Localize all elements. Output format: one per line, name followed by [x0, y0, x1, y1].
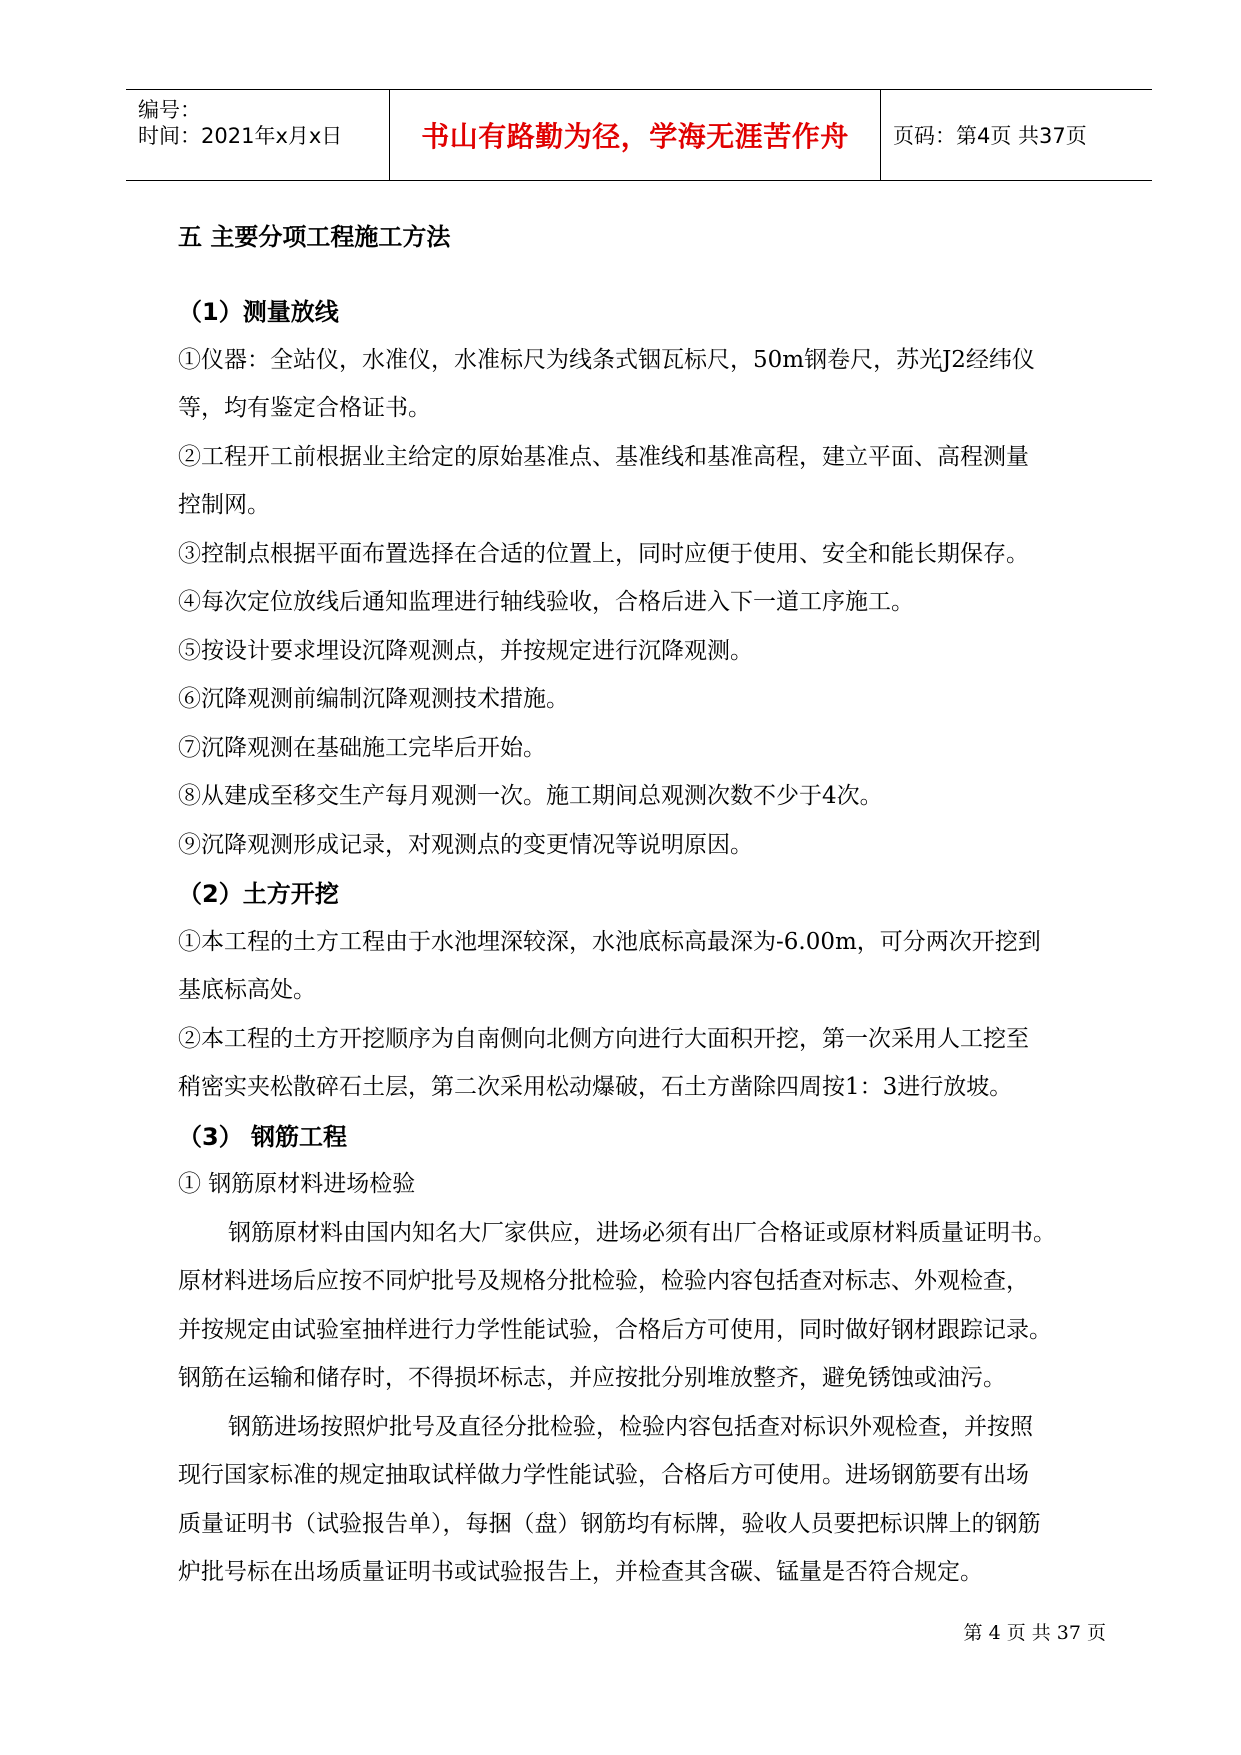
paragraph-line: ①仪器：全站仪，水准仪，水准标尺为线条式铟瓦标尺，50m钢卷尺，苏光J2经纬仪 [178, 347, 1035, 373]
paragraph-line: ⑥沉降观测前编制沉降观测技术措施。 [178, 686, 569, 712]
subsection-heading: （1）测量放线 [178, 298, 339, 326]
header-motto: 书山有路勤为径，学海无涯苦作舟 [421, 120, 849, 153]
subsection-heading: （2）土方开挖 [178, 880, 339, 908]
paragraph-line: ②本工程的土方开挖顺序为自南侧向北侧方向进行大面积开挖，第一次采用人工挖至 [178, 1026, 1029, 1052]
paragraph-line: ④每次定位放线后通知监理进行轴线验收，合格后进入下一道工序施工。 [178, 589, 914, 615]
page-footer: 第 4 页 共 37 页 [963, 1622, 1106, 1644]
header-motto-cell [390, 90, 881, 180]
header-page-info: 页码：第4页 共37页 [893, 124, 1087, 148]
paragraph-line: 钢筋进场按照炉批号及直径分批检验，检验内容包括查对标识外观检查，并按照 [228, 1414, 1033, 1440]
paragraph-line: 基底标高处。 [178, 977, 316, 1003]
paragraph-line: ⑧从建成至移交生产每月观测一次。施工期间总观测次数不少于4次。 [178, 783, 883, 809]
paragraph-line: 质量证明书（试验报告单），每捆（盘）钢筋均有标牌，验收人员要把标识牌上的钢筋 [178, 1511, 1041, 1537]
paragraph-line: 并按规定由试验室抽样进行力学性能试验，合格后方可使用，同时做好钢材跟踪记录。 [178, 1317, 1052, 1343]
header-left-cell [126, 90, 390, 180]
page-header [126, 89, 1152, 181]
paragraph-line: 控制网。 [178, 492, 270, 518]
document-time-label: 时间：2021年x月x日 [138, 124, 343, 148]
subsection-heading: （3） 钢筋工程 [178, 1123, 348, 1151]
paragraph-line: ① 钢筋原材料进场检验 [178, 1171, 416, 1197]
paragraph-line: ②工程开工前根据业主给定的原始基准点、基准线和基准高程，建立平面、高程测量 [178, 444, 1029, 470]
paragraph-line: 稍密实夹松散碎石土层，第二次采用松动爆破，石土方凿除四周按1：3进行放坡。 [178, 1074, 1013, 1100]
section-heading: 五 主要分项工程施工方法 [178, 223, 451, 251]
header-page-cell [881, 90, 1152, 180]
paragraph-line: ③控制点根据平面布置选择在合适的位置上，同时应便于使用、安全和能长期保存。 [178, 541, 1029, 567]
document-number-label: 编号： [138, 98, 201, 122]
paragraph-line: ①本工程的土方工程由于水池埋深较深，水池底标高最深为-6.00m，可分两次开挖到 [178, 929, 1041, 955]
paragraph-line: 炉批号标在出场质量证明书或试验报告上，并检查其含碳、锰量是否符合规定。 [178, 1559, 983, 1585]
paragraph-line: 现行国家标准的规定抽取试样做力学性能试验，合格后方可使用。进场钢筋要有出场 [178, 1462, 1029, 1488]
paragraph-line: 原材料进场后应按不同炉批号及规格分批检验，检验内容包括查对标志、外观检查， [178, 1268, 1029, 1294]
paragraph-line: 钢筋原材料由国内知名大厂家供应，进场必须有出厂合格证或原材料质量证明书。 [228, 1220, 1056, 1246]
paragraph-line: ⑨沉降观测形成记录，对观测点的变更情况等说明原因。 [178, 832, 753, 858]
paragraph-line: 钢筋在运输和储存时，不得损坏标志，并应按批分别堆放整齐，避免锈蚀或油污。 [178, 1365, 1006, 1391]
paragraph-line: 等，均有鉴定合格证书。 [178, 395, 431, 421]
paragraph-line: ⑤按设计要求埋设沉降观测点，并按规定进行沉降观测。 [178, 638, 753, 664]
paragraph-line: ⑦沉降观测在基础施工完毕后开始。 [178, 735, 546, 761]
